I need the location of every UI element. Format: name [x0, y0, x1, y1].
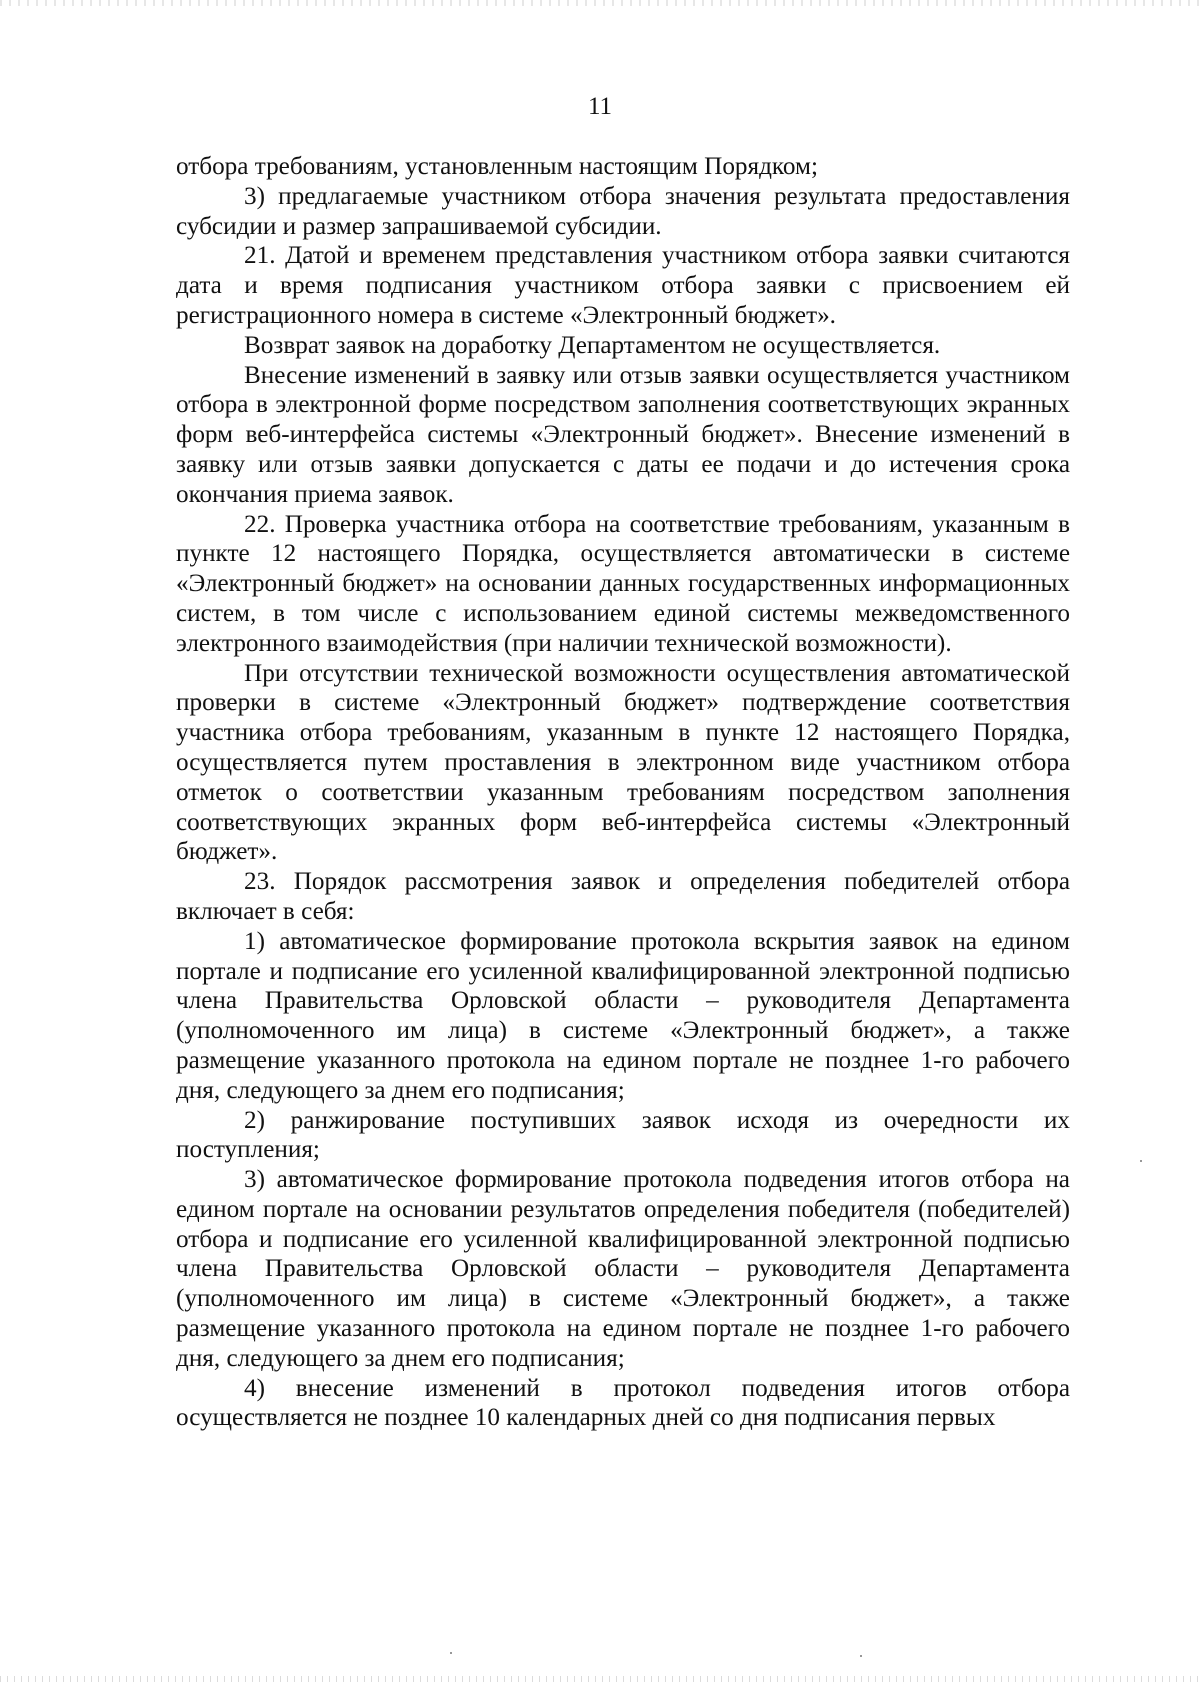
paragraph-item-3: 3) предлагаемые участником отбора значения результата предоставления субсидии и размер запрашиваемой субсидии.: [176, 182, 1070, 240]
paragraph-continuation: отбора требованиям, установленным настоящим Порядком;: [176, 153, 818, 180]
paragraph-changes: Внесение изменений в заявку или отзыв заявки осуществляется участником отбора в электронной форме посредством заполнения соответствующих экранных форм веб-интерфейса системы «Электронный бюджет». Внесение изменений в заявку или отзыв заявки допускается с даты ее подачи и до истечения срока окончания приема заявок.: [176, 361, 1070, 508]
paragraph-step-3: 3) автоматическое формирование протокола подведения итогов отбора на едином портале на основании результатов определения победителя (победителей) отбора и подписание его усиленной квалифицированной электронной подписью члена Правительства Орловской области – руководителя Департамента (уполномоченного им лица) в системе «Электронный бюджет», а также размещение указанного протокола на едином портале не позднее 1-го рабочего дня, следующего за днем его подписания;: [176, 1166, 1070, 1372]
document-body: [176, 152, 1070, 1433]
scan-speck: [860, 1655, 862, 1657]
paragraph-clause-22: 22. Проверка участника отбора на соответствие требованиям, указанным в пункте 12 настоящего Порядка, осуществляется автоматически в системе «Электронный бюджет» на основании данных государственных информационных систем, в том числе с использованием единой системы межведомственного электронного взаимодействия (при наличии технической возможности).: [176, 510, 1070, 657]
paragraph-step-1: 1) автоматическое формирование протокола вскрытия заявок на едином портале и подписание его усиленной квалифицированной электронной подписью члена Правительства Орловской области – руководителя Департамента (уполномоченного им лица) в системе «Электронный бюджет», а также размещение указанного протокола на едином портале не позднее 1-го рабочего дня, следующего за днем его подписания;: [176, 927, 1070, 1104]
paragraph-return-note: Возврат заявок на доработку Департаментом не осуществляется.: [244, 331, 941, 359]
paragraph-step-4: 4) внесение изменений в протокол подведения итогов отбора осуществляется не позднее 10 календарных дней со дня подписания первых: [176, 1374, 1070, 1432]
paragraph-clause-23: 23. Порядок рассмотрения заявок и определения победителей отбора включает в себя:: [176, 868, 1070, 925]
scan-speck: [1140, 1160, 1142, 1162]
paragraph-clause-21: 21. Датой и временем представления участником отбора заявки считаются дата и время подписания участником отбора заявки с присвоением ей регистрационного номера в системе «Электронный бюджет».: [176, 242, 1070, 329]
scan-edge-top: [0, 0, 1200, 6]
scan-edge-bottom: [0, 1676, 1200, 1682]
paragraph-step-2: 2) ранжирование поступивших заявок исходя из очередности их поступления;: [176, 1106, 1070, 1164]
paragraph-manual-check: При отсутствии технической возможности осуществления автоматической проверки в системе «Электронный бюджет» подтверждение соответствия участника отбора требованиям, указанным в пункте 12 настоящего Порядка, осуществляется путем проставления в электронном виде участником отбора отметок о соответствии указанным требованиям посредством заполнения соответствующих экранных форм веб-интерфейса системы «Электронный бюджет».: [176, 659, 1070, 866]
scan-speck: [450, 1652, 452, 1654]
page-number: 11: [587, 93, 613, 120]
